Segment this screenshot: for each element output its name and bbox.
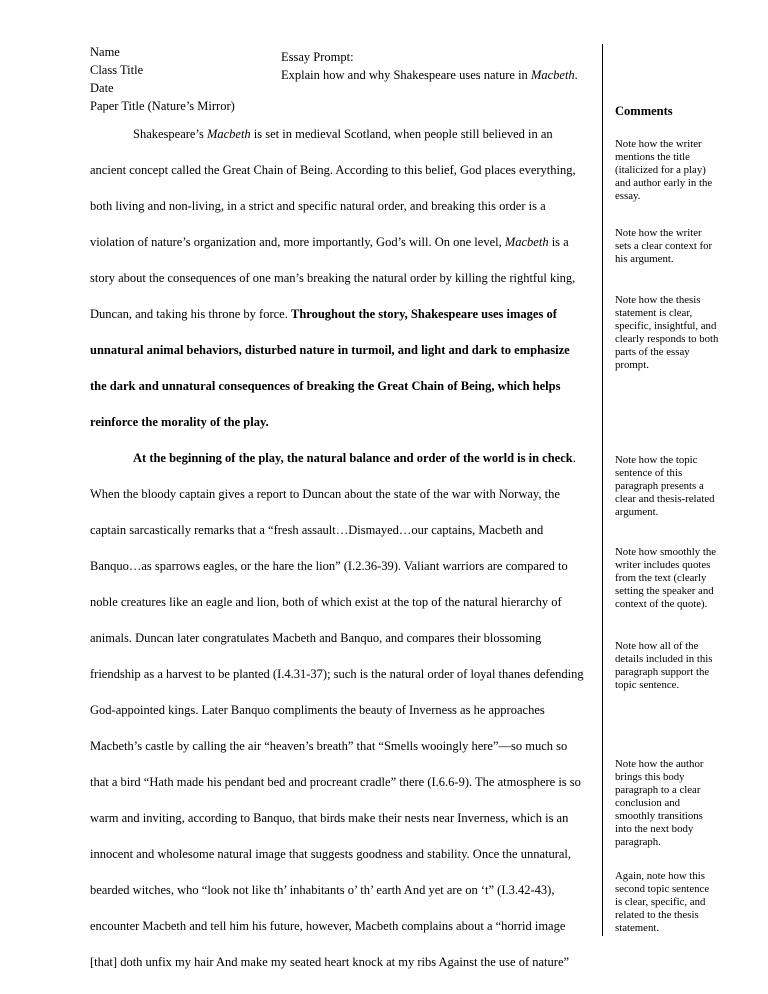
comment-line: prompt. xyxy=(615,359,649,371)
comment-line: (italicized for a play) xyxy=(615,164,706,176)
prompt-play-title: Macbeth xyxy=(530,68,575,82)
comment-note xyxy=(615,227,755,266)
essay-line xyxy=(90,234,595,250)
text-run: . xyxy=(572,451,576,465)
essay-line: friendship as a harvest to be planted (I.4.31-37); such is the natural order of loyal thanes defending xyxy=(90,667,584,681)
comment-line: sets a clear context for xyxy=(615,240,713,252)
comments-heading: Comments xyxy=(615,104,673,118)
prompt-text-start: Explain how and why Shakespeare uses nature in xyxy=(281,68,531,82)
name-label: Name xyxy=(90,45,120,59)
essay-line: innocent and wholesome natural image that suggests goodness and stability. Once the unnatural, xyxy=(90,847,572,861)
text-run: is a xyxy=(548,235,569,249)
thesis-text: Throughout the story, Shakespeare uses images of xyxy=(290,307,557,321)
comment-line: sentence of this xyxy=(615,467,683,479)
essay-line: warm and inviting, according to Banquo, that birds make their nests near Inverness, which is an xyxy=(90,811,569,825)
thesis-line: the dark and unnatural consequences of breaking the Great Chain of Being, which helps xyxy=(90,379,561,393)
comment-line: Note how smoothly the xyxy=(615,546,717,558)
comment-line: context of the quote). xyxy=(615,598,708,610)
comment-line: paragraph presents a xyxy=(615,480,704,492)
comment-line: statement is clear, xyxy=(615,307,693,319)
essay-line: story about the consequences of one man’s breaking the natural order by killing the rightful king, xyxy=(90,271,576,285)
essay-line: both living and non-living, in a strict and specific natural order, and breaking this order is a xyxy=(90,199,546,213)
essay-line: When the bloody captain gives a report to Duncan about the state of the war with Norway, the xyxy=(90,487,560,501)
paper-title-label: Paper Title (Nature’s Mirror) xyxy=(90,99,235,113)
comment-line: statement. xyxy=(615,922,660,934)
essay-line: [that] doth unfix my hair And make my seated heart knock at my ribs Against the use of nature” xyxy=(90,955,570,969)
comment-note xyxy=(615,138,755,203)
comment-note xyxy=(615,758,755,849)
topic-sentence: At the beginning of the play, the natural balance and order of the world is in check xyxy=(133,451,573,465)
comment-line: Note how the thesis xyxy=(615,294,701,306)
essay-line: captain sarcastically remarks that a “fresh assault…Dismayed…our captains, Macbeth and xyxy=(90,523,544,537)
comment-line: Note how the author xyxy=(615,758,704,770)
essay-line: bearded witches, who “look not like th’ inhabitants o’ th’ earth And yet are on ‘t” (I.3.42-43), xyxy=(90,883,555,897)
essay-prompt-block xyxy=(281,48,578,84)
thesis-line: unnatural animal behaviors, disturbed nature in turmoil, and light and dark to emphasize xyxy=(90,343,570,357)
essay-line: encounter Macbeth and tell him his future, however, Macbeth complains about a “horrid image xyxy=(90,919,566,933)
date-label: Date xyxy=(90,81,114,95)
play-title: Macbeth xyxy=(504,235,549,249)
essay-line xyxy=(133,126,638,142)
comment-line: Note how the topic xyxy=(615,454,698,466)
comment-line: setting the speaker and xyxy=(615,585,714,597)
text-run: Duncan, and taking his throne by force. xyxy=(90,307,291,321)
essay-line: Banquo…as sparrows eagles, or the hare the lion” (I.2.36-39). Valiant warriors are compared to xyxy=(90,559,568,573)
comment-line: second topic sentence xyxy=(615,883,710,895)
essay-line xyxy=(90,306,595,322)
comment-line: paragraph. xyxy=(615,836,661,848)
comment-line: related to the thesis xyxy=(615,909,699,921)
prompt-text-end: . xyxy=(574,68,578,82)
essay-prompt-label: Essay Prompt: xyxy=(281,50,354,64)
comment-line: and author early in the xyxy=(615,177,713,189)
comment-line: his argument. xyxy=(615,253,674,265)
comment-line: parts of the essay xyxy=(615,346,690,358)
comments-divider xyxy=(602,44,603,936)
thesis-line: reinforce the morality of the play. xyxy=(90,415,269,429)
comment-line: paragraph to a clear xyxy=(615,784,701,796)
comment-line: brings this body xyxy=(615,771,685,783)
comment-line: details included in this xyxy=(615,653,713,665)
essay-line: animals. Duncan later congratulates Macbeth and Banquo, and compares their blossoming xyxy=(90,631,542,645)
comment-line: from the text (clearly xyxy=(615,572,707,584)
comment-note xyxy=(615,640,755,692)
comment-line: smoothly transitions xyxy=(615,810,703,822)
comment-line: conclusion and xyxy=(615,797,681,809)
comment-line: Again, note how this xyxy=(615,870,705,882)
play-title: Macbeth xyxy=(206,127,251,141)
comment-line: paragraph support the xyxy=(615,666,710,678)
comment-line: Note how the writer xyxy=(615,227,702,239)
essay-line: Macbeth’s castle by calling the air “heaven’s breath” that “Smells wooingly here”—so much so xyxy=(90,739,568,753)
text-run: is set in medieval Scotland, when people still believed in an xyxy=(250,127,553,141)
comment-line: mentions the title xyxy=(615,151,690,163)
essay-line: ancient concept called the Great Chain of Being. According to this belief, God places everything, xyxy=(90,163,576,177)
text-run: violation of nature’s organization and, more importantly, God’s will. On one level, xyxy=(90,235,505,249)
topic-sentence-line xyxy=(133,450,638,466)
comment-line: Note how all of the xyxy=(615,640,699,652)
essay-line: God-appointed kings. Later Banquo compliments the beauty of Inverness as he approaches xyxy=(90,703,545,717)
essay-line: noble creatures like an eagle and lion, both of which exist at the top of the natural hierarchy of xyxy=(90,595,562,609)
comment-line: Note how the writer xyxy=(615,138,702,150)
comment-note xyxy=(615,454,755,519)
essay-line: that a bird “Hath made his pendant bed and procreant cradle” there (I.6.6-9). The atmosphere is so xyxy=(90,775,581,789)
comment-line: topic sentence. xyxy=(615,679,680,691)
text-run: Shakespeare’s xyxy=(133,127,207,141)
comment-line: argument. xyxy=(615,506,659,518)
comment-line: essay. xyxy=(615,190,641,202)
class-title-label: Class Title xyxy=(90,63,144,77)
comment-note xyxy=(615,546,755,611)
comment-line: clearly responds to both xyxy=(615,333,719,345)
comment-line: writer includes quotes xyxy=(615,559,711,571)
comment-note xyxy=(615,870,755,935)
comment-line: specific, insightful, and xyxy=(615,320,717,332)
comment-line: into the next body xyxy=(615,823,694,835)
essay-prompt-text xyxy=(281,66,578,84)
comment-line: is clear, specific, and xyxy=(615,896,706,908)
comment-line: clear and thesis-related xyxy=(615,493,715,505)
student-info-block xyxy=(90,43,235,115)
comment-note xyxy=(615,294,755,372)
